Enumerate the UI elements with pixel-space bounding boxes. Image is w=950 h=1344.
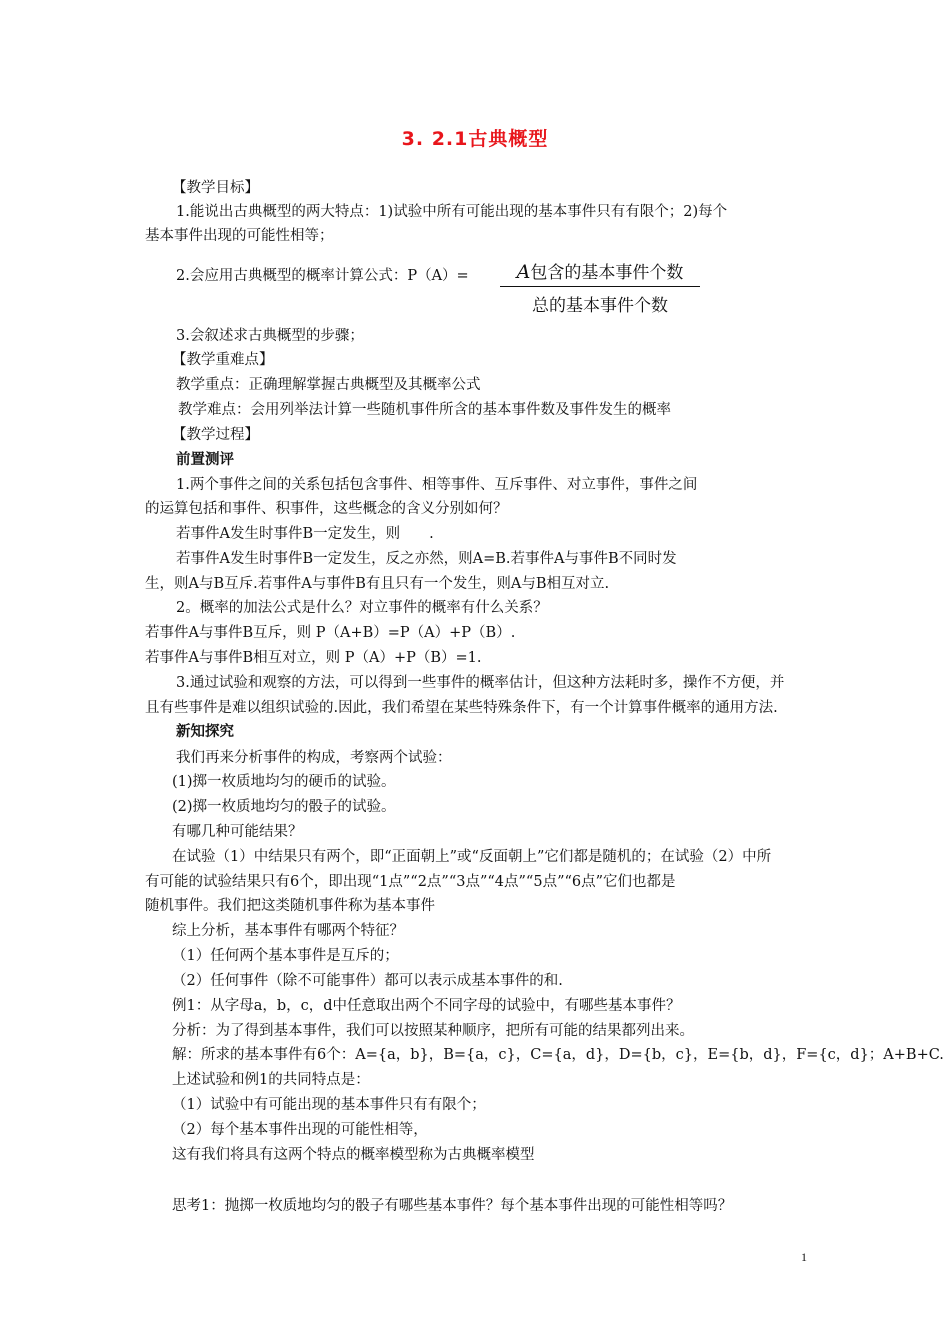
- objective-1: 1.能说出古典概型的两大特点：1)试验中所有可能出现的基本事件只有有限个；2)每个: [176, 204, 728, 220]
- common-feature-2: （2）每个基本事件出现的可能性相等，: [172, 1122, 428, 1138]
- heading-objectives: 【教学目标】: [172, 180, 259, 196]
- objective-3: 3.会叙述求古典概型的步骤；: [176, 328, 364, 344]
- probability-formula: [500, 258, 700, 316]
- experiment-2: (2)掷一枚质地均匀的骰子的试验。: [172, 799, 396, 815]
- example-1-solution: 解：所求的基本事件有6个：A={a，b}，B={a，c}，C={a，d}，D={b，c}，E={b，d}，F={c，d}；A+B+C.: [172, 1047, 944, 1063]
- example-1: 例1：从字母a，b，c，d中任意取出两个不同字母的试验中，有哪些基本事件？: [172, 998, 681, 1014]
- heading-process: 【教学过程】: [172, 427, 259, 443]
- pretest-q1-blank: 若事件A发生时事件B一定发生，则 .: [176, 526, 434, 542]
- pretest-a2-complement: 若事件A与事件B相互对立，则 P（A）+P（B）=1.: [145, 650, 482, 666]
- possible-results-question: 有哪几种可能结果？: [172, 824, 303, 840]
- classical-model-definition: 这有我们将具有这两个特点的概率模型称为古典概率模型: [172, 1147, 535, 1163]
- difficult-point: 教学难点：会用列举法计算一些随机事件所含的基本事件数及事件发生的概率: [178, 402, 671, 418]
- pretest-q1-cont: 的运算包括和事件、积事件，这些概念的含义分别如何？: [145, 501, 508, 517]
- results-explanation: 在试验（1）中结果只有两个，即“正面朝上”或“反面朝上”它们都是随机的；在试验（2）中所: [172, 849, 772, 865]
- example-1-analysis: 分析：为了得到基本事件，我们可以按照某种顺序，把所有可能的结果都列出来。: [172, 1023, 694, 1039]
- results-explanation-cont: 有可能的试验结果只有6个，即出现“1点”“2点”“3点”“4点”“5点”“6点”它们也都是: [145, 874, 676, 890]
- objective-2: 2.会应用古典概型的概率计算公式：P（A）=: [176, 268, 469, 284]
- pretest-a1: 若事件A发生时事件B一定发生，反之亦然，则A=B.若事件A与事件B不同时发: [176, 551, 677, 567]
- basic-event-definition: 随机事件。我们把这类随机事件称为基本事件: [145, 898, 435, 914]
- formula-denominator: 总的基本事件个数: [532, 296, 668, 316]
- objective-1-cont: 基本事件出现的可能性相等；: [145, 228, 334, 244]
- feature-1: （1）任何两个基本事件是互斥的；: [172, 948, 399, 964]
- common-features: 上述试验和例1的共同特点是：: [172, 1072, 370, 1088]
- key-point: 教学重点：正确理解掌握古典概型及其概率公式: [176, 377, 481, 393]
- common-feature-1: （1）试验中有可能出现的基本事件只有有限个；: [172, 1097, 486, 1113]
- heading-key-points: 【教学重难点】: [172, 352, 274, 368]
- pretest-q2: 2。概率的加法公式是什么？对立事件的概率有什么关系？: [176, 600, 548, 616]
- pretest-q1: 1.两个事件之间的关系包括包含事件、相等事件、互斥事件、对立事件，事件之间: [176, 477, 698, 493]
- pretest-a1-cont: 生，则A与B互斥.若事件A与事件B有且只有一个发生，则A与B相互对立.: [145, 576, 610, 592]
- pretest-a2-exclusive: 若事件A与事件B互斥，则 P（A+B）=P（A）+P（B）.: [145, 625, 516, 641]
- explore-intro: 我们再来分析事件的构成，考察两个试验：: [176, 750, 452, 766]
- formula-numerator-text: 包含的基本事件个数: [530, 263, 684, 283]
- pretest-q3-cont: 且有些事件是难以组织试验的.因此，我们希望在某些特殊条件下，有一个计算事件概率的通用方法.: [145, 700, 778, 716]
- page-title: 3. 2.1古典概型: [401, 128, 549, 150]
- page-number: 1: [801, 1250, 807, 1264]
- features-question: 综上分析，基本事件有哪两个特征？: [172, 923, 404, 939]
- formula-numerator: [500, 258, 700, 287]
- think-question-1: 思考1：抛掷一枚质地均匀的骰子有哪些基本事件？每个基本事件出现的可能性相等吗？: [172, 1198, 733, 1214]
- experiment-1: (1)掷一枚质地均匀的硬币的试验。: [172, 774, 396, 790]
- formula-variable: A: [516, 261, 531, 283]
- pretest-q3: 3.通过试验和观察的方法，可以得到一些事件的概率估计，但这种方法耗时多，操作不方便，并: [176, 675, 785, 691]
- section-pretest: 前置测评: [176, 452, 234, 468]
- feature-2: （2）任何事件（除不可能事件）都可以表示成基本事件的和.: [172, 973, 563, 989]
- section-new-knowledge: 新知探究: [176, 724, 234, 740]
